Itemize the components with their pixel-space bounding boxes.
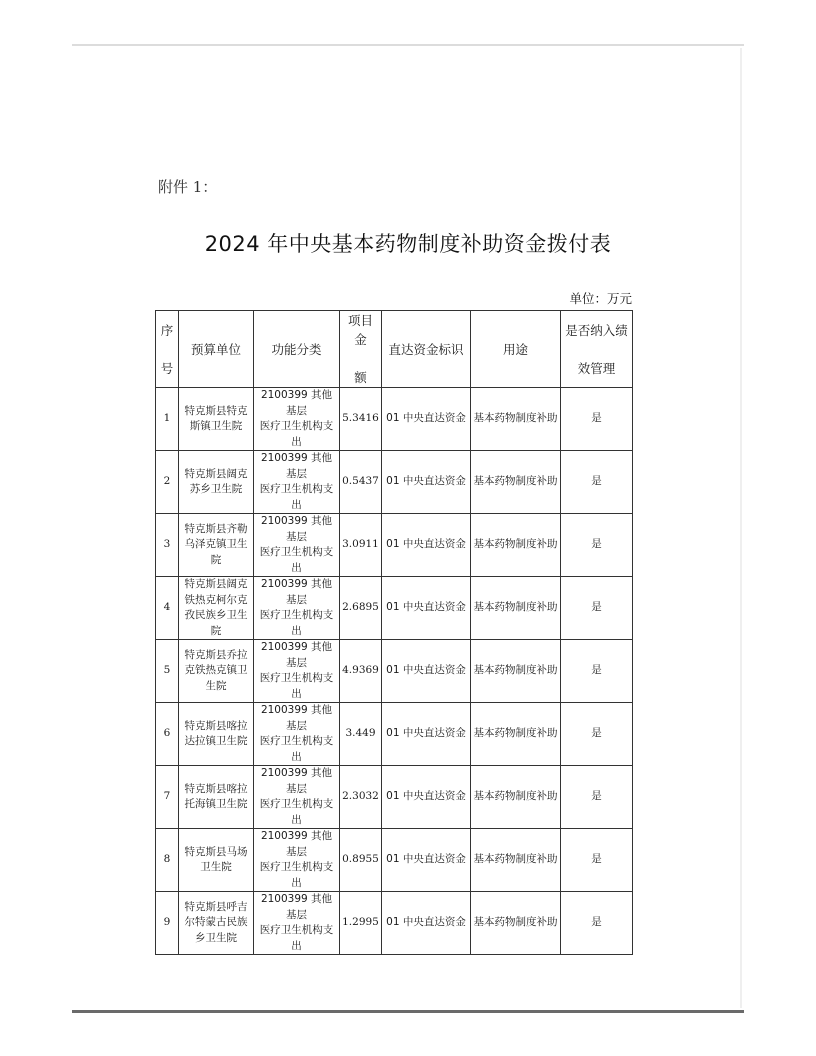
cell-fund-flag: 01 中央直达资金 [382,451,471,514]
table-row [156,514,633,577]
cell-performance: 是 [561,829,633,892]
cell-budget-unit: 特克斯县呼吉尔特蒙古民族乡卫生院 [179,892,254,955]
header-budget-unit: 预算单位 [179,311,254,388]
table-row [156,892,633,955]
cell-index: 2 [156,451,179,514]
cell-fund-flag: 01 中央直达资金 [382,829,471,892]
function-class-line2: 医疗卫生机构支出 [259,546,334,574]
header-performance [561,311,633,388]
cell-index: 1 [156,388,179,451]
cell-function-class [254,577,340,640]
cell-performance: 是 [561,388,633,451]
unit-note: 单位：万元 [569,291,632,306]
cell-index: 9 [156,892,179,955]
cell-budget-unit: 特克斯县齐勒乌泽克镇卫生院 [179,514,254,577]
cell-amount: 2.6895 [340,577,382,640]
function-class-line2: 医疗卫生机构支出 [259,483,334,511]
function-class-line2: 医疗卫生机构支出 [259,924,334,952]
cell-fund-flag: 01 中央直达资金 [382,703,471,766]
cell-budget-unit: 特克斯县乔拉克铁热克镇卫生院 [179,640,254,703]
cell-index: 7 [156,766,179,829]
function-class-line2: 医疗卫生机构支出 [259,672,334,700]
cell-budget-unit: 特克斯县特克斯镇卫生院 [179,388,254,451]
document-title: 2024 年中央基本药物制度补助资金拨付表 [204,232,612,256]
cell-amount: 0.5437 [340,451,382,514]
attachment-label: 附件 1： [158,178,218,196]
cell-function-class [254,766,340,829]
cell-budget-unit: 特克斯县喀拉达拉镇卫生院 [179,703,254,766]
function-class-line2: 医疗卫生机构支出 [259,798,334,826]
function-class-line1: 2100399 其他基层 [260,704,333,732]
header-performance-line1: 是否纳入绩 [565,322,628,338]
cell-purpose: 基本药物制度补助 [471,514,561,577]
table-row [156,766,633,829]
cell-amount: 3.449 [340,703,382,766]
cell-budget-unit: 特克斯县马场卫生院 [179,829,254,892]
cell-index: 6 [156,703,179,766]
cell-purpose: 基本药物制度补助 [471,640,561,703]
cell-performance: 是 [561,514,633,577]
function-class-line1: 2100399 其他基层 [260,830,333,858]
cell-amount: 0.8955 [340,829,382,892]
cell-performance: 是 [561,640,633,703]
cell-amount: 2.3032 [340,766,382,829]
table-row [156,829,633,892]
header-amount-line1: 项目金 [347,313,373,347]
cell-budget-unit: 特克斯县阔克苏乡卫生院 [179,451,254,514]
cell-budget-unit: 特克斯县喀拉托海镇卫生院 [179,766,254,829]
cell-function-class [254,388,340,451]
function-class-line1: 2100399 其他基层 [260,893,333,921]
cell-performance: 是 [561,892,633,955]
cell-performance: 是 [561,703,633,766]
function-class-line1: 2100399 其他基层 [260,515,333,543]
cell-fund-flag: 01 中央直达资金 [382,766,471,829]
cell-purpose: 基本药物制度补助 [471,892,561,955]
table-row [156,451,633,514]
function-class-line2: 医疗卫生机构支出 [259,420,334,448]
cell-performance: 是 [561,766,633,829]
cell-function-class [254,703,340,766]
header-amount-line2: 额 [354,370,367,385]
cell-purpose: 基本药物制度补助 [471,829,561,892]
cell-index: 8 [156,829,179,892]
scan-border-top [72,44,744,46]
cell-performance: 是 [561,577,633,640]
header-index [156,311,179,388]
table-row [156,388,633,451]
cell-amount: 3.0911 [340,514,382,577]
cell-amount: 5.3416 [340,388,382,451]
function-class-line1: 2100399 其他基层 [260,767,333,795]
cell-function-class [254,829,340,892]
cell-purpose: 基本药物制度补助 [471,703,561,766]
cell-function-class [254,640,340,703]
cell-index: 3 [156,514,179,577]
cell-index: 5 [156,640,179,703]
cell-function-class [254,514,340,577]
function-class-line1: 2100399 其他基层 [260,641,333,669]
function-class-line1: 2100399 其他基层 [260,389,333,417]
cell-purpose: 基本药物制度补助 [471,388,561,451]
function-class-line2: 医疗卫生机构支出 [259,609,334,637]
cell-index: 4 [156,577,179,640]
header-row [156,311,633,388]
cell-fund-flag: 01 中央直达资金 [382,892,471,955]
header-performance-line2: 效管理 [577,360,616,376]
header-purpose: 用途 [471,311,561,388]
header-index-line2: 号 [160,360,174,376]
cell-amount: 4.9369 [340,640,382,703]
header-fund-flag: 直达资金标识 [382,311,471,388]
cell-budget-unit: 特克斯县阔克铁热克柯尔克孜民族乡卫生院 [179,577,254,640]
cell-purpose: 基本药物制度补助 [471,451,561,514]
table-row [156,640,633,703]
cell-fund-flag: 01 中央直达资金 [382,640,471,703]
function-class-line2: 医疗卫生机构支出 [259,861,334,889]
allocation-table [155,310,633,955]
scan-border-bottom [72,1010,744,1013]
table-row [156,703,633,766]
header-index-line1: 序 [160,322,174,338]
cell-purpose: 基本药物制度补助 [471,577,561,640]
cell-fund-flag: 01 中央直达资金 [382,577,471,640]
header-amount [340,311,382,388]
scan-border-right [740,48,742,1008]
function-class-line2: 医疗卫生机构支出 [259,735,334,763]
table-body [156,388,633,955]
cell-fund-flag: 01 中央直达资金 [382,514,471,577]
cell-function-class [254,451,340,514]
table-row [156,577,633,640]
cell-fund-flag: 01 中央直达资金 [382,388,471,451]
cell-amount: 1.2995 [340,892,382,955]
function-class-line1: 2100399 其他基层 [260,452,333,480]
function-class-line1: 2100399 其他基层 [260,578,333,606]
cell-performance: 是 [561,451,633,514]
header-function-class: 功能分类 [254,311,340,388]
cell-function-class [254,892,340,955]
cell-purpose: 基本药物制度补助 [471,766,561,829]
